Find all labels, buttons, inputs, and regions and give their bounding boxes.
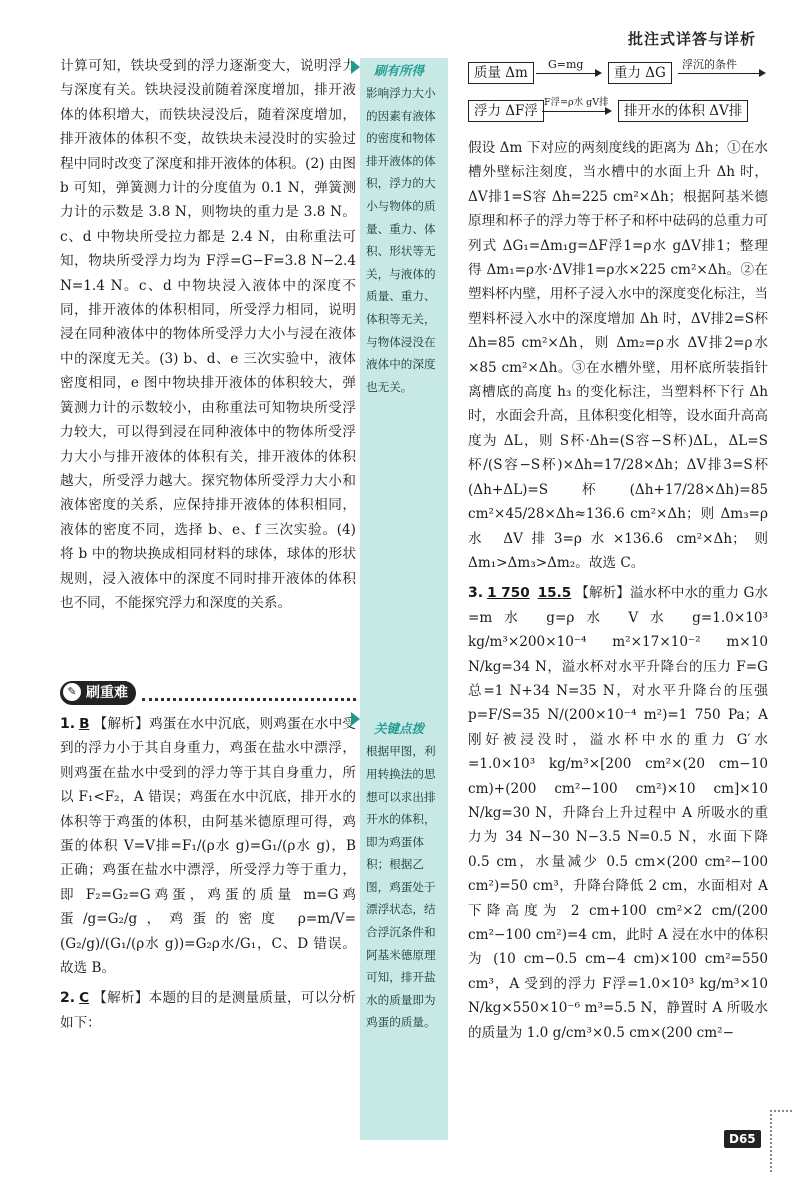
left-column-lower bbox=[60, 712, 356, 1035]
flow-arrow-2-label: 浮沉的条件 bbox=[682, 58, 737, 71]
question-1-text: 【解析】鸡蛋在水中沉底，则鸡蛋在水中受到的浮力小于其自身重力，鸡蛋在盐水中漂浮，则鸡蛋在盐水中受到的浮力等于其自身重力，所以 F₁<F₂，A 错误；鸡蛋在水中沉底，排开水的体积等于鸡蛋的体积，由阿基米德原理可得，鸡蛋的体积 V=V排=F₁/(ρ水 g)=G₁/(ρ水 g)，B 正确；鸡蛋在盐水中漂浮，所受浮力等于重力，即 F₂=G₂=G鸡蛋，鸡蛋的质量 m=G鸡蛋/g=G₂/g，鸡蛋的密度 ρ=m/V=(G₂/g)/(G₁/(ρ水 g))=G₂ρ水/G₁，C、D 错误。故选 B。 bbox=[60, 716, 356, 977]
left-paragraph-1: 计算可知，铁块受到的浮力逐渐变大，说明浮力与深度有关。铁块浸没前随着深度增加，排开液体的体积增大，而铁块浸没后，随着深度增加，排开液体的体积不变，故铁块未浸没时的实验过程中同时改变了深度和排开液体的体积。(2) 由图 b 可知，弹簧测力计的分度值为 0.1 N，弹簧测力计的示数是 3.8 N，则物块的重力是 3.8 N。c、d 中物块所受拉力都是 2.4 N，由称重法可知，物块所受浮力均为 F浮=G−F=3.8 N−2.4 N=1.4 N。c、d 中物块浸入液体中的深度不同，排开液体的体积相同，所受浮力相同，说明浸在同种液体中的物体所受浮力大小与浸在液体中的深度无关。(3) b、d、e 三次实验中，液体密度相同，e 图中物块排开液体的体积较大，弹簧测力计的示数较小，由称重法可知物块所受浮力较大，可以得到浸在同种液体中的物体所受浮力大小与排开液体的体积有关，排开液体的体积越大，所受浮力越大。探究物体所受浮力大小和液体密度的关系，应保持排开液体的体积相同，液体的密度不同，选择 b、e、f 三次实验。(4) 将 b 中的物块换成相同材料的球体，球体的形状规则，浸入液体中的深度不同时排开液体的体积也不同，不能探究浮力和深度的关系。 bbox=[60, 58, 356, 611]
question-2-answer: C bbox=[79, 990, 90, 1007]
section-badge bbox=[60, 681, 136, 705]
flowchart-row-1 bbox=[468, 58, 768, 86]
question-1 bbox=[60, 712, 356, 980]
question-1-number: 1. bbox=[60, 716, 76, 732]
sidebar-1-pointer-icon bbox=[351, 60, 360, 74]
question-1-answer: B bbox=[79, 716, 90, 732]
page-header-title: 批注式详答与详析 bbox=[627, 30, 756, 48]
flow-box-weight: 重力 ΔG bbox=[608, 62, 672, 84]
question-2-text: 【解析】本题的目的是测量质量，可以分析如下： bbox=[60, 990, 356, 1031]
flow-arrow-1 bbox=[536, 73, 600, 74]
question-3-answer-1: 1 750 bbox=[487, 585, 530, 602]
sidebar-spacer bbox=[360, 398, 448, 716]
annotation-sidebar bbox=[360, 58, 448, 1140]
page-number: D65 bbox=[724, 1130, 761, 1148]
question-3 bbox=[468, 581, 768, 1045]
question-2 bbox=[60, 986, 356, 1035]
question-3-answer-2: 15.5 bbox=[537, 585, 572, 602]
section-title: 刷重难 bbox=[86, 685, 128, 701]
sidebar-1-title: 刷有所得 bbox=[374, 63, 425, 78]
flow-box-buoyancy: 浮力 ΔF浮 bbox=[468, 100, 544, 122]
sidebar-2-pointer-icon bbox=[351, 712, 360, 726]
sidebar-2-text: 根据甲图，利用转换法的思想可以求出排开水的体积，即为鸡蛋体积；根据乙图，鸡蛋处于漂浮状态，结合浮沉条件和阿基米德原理可知，排开盐水的质量即为鸡蛋的质量。 bbox=[366, 744, 436, 1030]
flow-arrow-3-label: F浮=ρ水 gV排 bbox=[544, 97, 609, 108]
sidebar-2-title: 关键点拨 bbox=[374, 721, 425, 737]
right-paragraph-1: 假设 Δm 下对应的两刻度线的距离为 Δh；①在水槽外壁标注刻度，当水槽中的水面上升 Δh 时，ΔV排1=S容 Δh=225 cm²×Δh；根据阿基米德原理和杯子的浮力等于杯子和杯中砝码的总重力可列式 ΔG₁=Δm₁g=ΔF浮1=ρ水 gΔV排1；整理得 Δm₁=ρ水·ΔV排1=ρ水×225 cm²×Δh。②在塑料杯内壁，用杯子浸入水中的深度变化标注，当塑料杯浸入水中的深度增加 Δh 时，ΔV排2=S杯 Δh=85 cm²×Δh，则 Δm₂=ρ水 ΔV排2=ρ水×85 cm²×Δh。③在水槽外壁，用杯底所装指针离槽底的高度 h₃ 的变化标注，当塑料杯下行 Δh 时，水面会升高，且体积变化相等，设水面升高高度为 ΔL，则 S杯·Δh=(S容−S杯)ΔL，ΔL=S杯/(S容−S杯)×Δh=17/28×Δh；ΔV排3=S杯(Δh+ΔL)=S杯(Δh+17/28×Δh)=85 cm²×45/28×Δh≈136.6 cm²×Δh；则 Δm₃=ρ水 ΔV排3=ρ水×136.6 cm²×Δh；则 Δm₁>Δm₃>Δm₂。故选 C。 bbox=[468, 140, 768, 571]
flowchart-row-2 bbox=[468, 97, 768, 124]
flow-box-displaced-volume: 排开水的体积 ΔV排 bbox=[618, 100, 748, 122]
flow-arrow-3 bbox=[542, 111, 610, 112]
question-3-text: 【解析】溢水杯中水的重力 G水=m水 g=ρ水 V水 g=1.0×10³ kg/m³×200×10⁻⁴ m²×17×10⁻² m×10 N/kg=34 N，溢水杯对水平升降台的压力 F=G总=1 N+34 N=35 N，对水平升降台的压强 p=F/S=35 N/(200×10⁻⁴ m²)=1 750 Pa；A 刚好被浸没时，溢水杯中水的重力 G′水=1.0×10³ kg/m³×[200 cm²×(20 cm−10 cm)+(200 cm²−100 cm²)×10 cm]×10 N/kg=30 N，升降台上升过程中 A 所吸水的重力为 34 N−30 N−3.5 N=0.5 N，水面下降 0.5 cm，水量减少 0.5 cm×(200 cm²−100 cm²)=50 cm³，升降台降低 2 cm，水面相对 A 下降高度为 2 cm+100 cm²×2 cm/(200 cm²−100 cm²)=4 cm，此时 A 浸在水中的体积为 (10 cm−0.5 cm−4 cm)×100 cm²=550 cm³，A 受到的浮力 F浮=1.0×10³ kg/m³×10 N/kg×550×10⁻⁶ m³=5.5 N，静置时 A 所吸水的质量为 1.0 g/cm³×0.5 cm×(200 cm²− bbox=[468, 585, 768, 1041]
sidebar-1-text: 影响浮力大小的因素有液体的密度和物体排开液体的体积，浮力的大小与物体的质量、重力、体积、形状等无关，与液体的质量、重力、体积等无关，与物体浸没在液体中的深度也无关。 bbox=[366, 86, 436, 394]
left-column bbox=[60, 54, 356, 615]
question-2-number: 2. bbox=[60, 990, 76, 1007]
right-column bbox=[468, 136, 768, 1045]
section-header bbox=[60, 680, 356, 706]
dotted-divider bbox=[142, 690, 356, 701]
flow-arrow-2 bbox=[678, 73, 764, 74]
flow-arrow-1-label: G=mg bbox=[548, 58, 584, 71]
flow-box-mass: 质量 Δm bbox=[468, 62, 534, 84]
question-3-number: 3. bbox=[468, 585, 484, 602]
corner-dotted-border bbox=[770, 1110, 792, 1172]
brush-icon: ✎ bbox=[63, 683, 81, 701]
